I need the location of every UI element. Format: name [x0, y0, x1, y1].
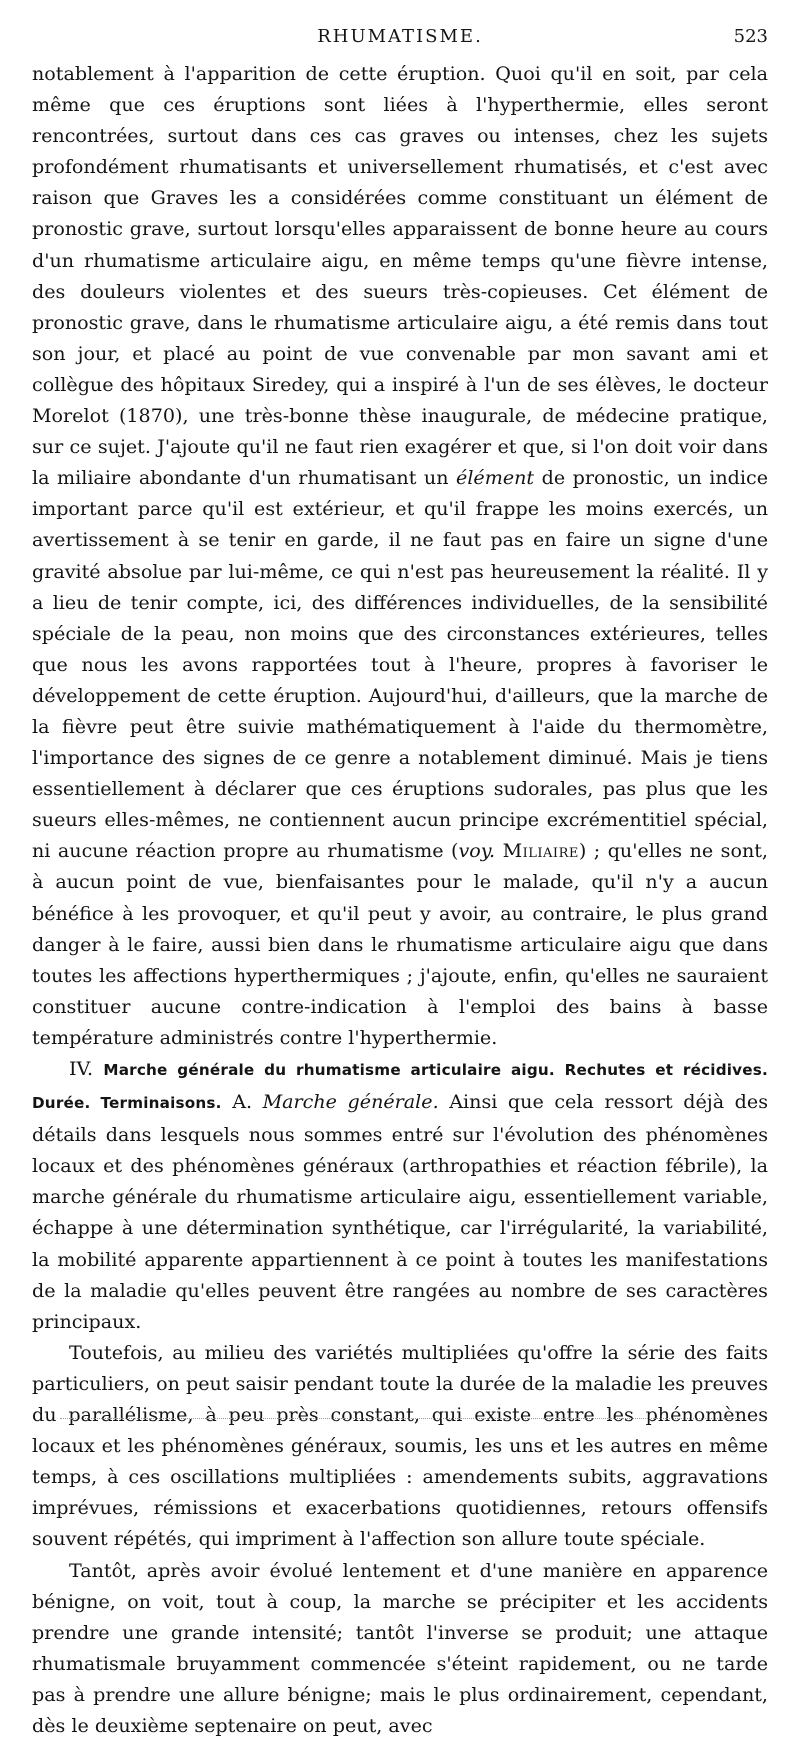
page-number: 523 — [734, 26, 768, 47]
paragraph-tantot: Tantôt, après avoir évolué lentement et d'une manière en apparence bénigne, on voit, tout à coup, la marche se précipiter et les accidents prendre une grande intensité; tantôt l'inverse se produit; une attaque rhumatismale bruyamment commencée s'éteint rapidement, ou ne tarde pas à prendre une allure bénigne; mais le plus ordinairement, cependant, dès le deuxième septenaire on peut, avec — [32, 1555, 768, 1741]
footer-dotted-rule — [60, 1418, 740, 1419]
emphasis-element: élément — [456, 466, 534, 489]
subsection-letter: A. — [232, 1090, 252, 1113]
running-title: RHUMATISME. — [32, 26, 768, 47]
paragraph-continuation — [32, 58, 768, 1053]
section-heading: Marche générale du rhumatisme articulaire aigu. Rechutes et récidives. Durée. Terminaisons. — [32, 1061, 768, 1112]
text-segment: notablement à l'apparition de cette éruption. Quoi qu'il en soit, par cela même que ces éruptions sont liées à l'hyperthermie, elles seront rencontrées, surtout dans ces cas graves ou intenses, chez les sujets profondément rhumatisants et universellement rhumatisés, et c'est avec raison que Graves les a considérées comme constituant un élément de pronostic grave, surtout lorsqu'elles apparaissent de bonne heure au cours d'un rhumatisme articulaire aigu, en même temps qu'une fièvre intense, des douleurs violentes et des sueurs très-copieuses. Cet élément de pronostic grave, dans le rhumatisme articulaire aigu, a été remis dans tout son jour, et placé au point de vue convenable par mon savant ami et collègue des hôpitaux Siredey, qui a inspiré à l'un de ses élèves, le docteur Morelot (1870), une très-bonne thèse inaugurale, de médecine pratique, sur ce sujet. J'ajoute qu'il ne faut rien exagérer et que, si l'on doit voir dans la miliaire abondante d'un rhumatisant un — [32, 62, 768, 489]
paragraph-toutefois: Toutefois, au milieu des variétés multipliées qu'offre la série des faits particuliers, on peut saisir pendant toute la durée de la maladie les preuves du parallélisme, à peu près constant, qui existe entre les phénomènes locaux et les phénomènes généraux, soumis, les uns et les autres en même temps, à ces oscillations multipliées : amendements subits, aggravations imprévues, rémissions et exacerbations quotidiennes, retours offensifs souvent répétés, qui impriment à l'affection son allure toute spéciale. — [32, 1337, 768, 1555]
page-header — [32, 22, 768, 58]
abbrev-voy: voy. — [458, 839, 495, 862]
section-numeral: IV. — [69, 1057, 93, 1080]
text-segment: ) ; qu'elles ne sont, à aucun point de vue, bienfaisantes pour le malade, qu'il n'y a aucun bénéfice à les provoquer, et qu'il peut y avoir, au contraire, le plus grand danger à le faire, aussi bien dans le rhumatisme articulaire aigu que dans toutes les affections hyperthermiques ; j'ajoute, enfin, qu'elles ne sauraient constituer aucune contre-indication à l'emploi des bains à basse température administrés contre l'hyperthermie. — [32, 839, 768, 1049]
text-segment — [495, 839, 503, 862]
section-iv-text: Ainsi que cela ressort déjà des détails dans lesquels nous sommes entré sur l'évolution des phénomènes locaux et des phénomènes généraux (arthropathies et réaction fébrile), la marche générale du rhumatisme articulaire aigu, essentiellement variable, échappe à une détermination synthétique, car l'irrégularité, la variabilité, la mobilité apparente appartiennent à ce point à toutes les manifestations de la maladie qu'elles peuvent être rangées au nombre de ses caractères principaux. — [32, 1090, 768, 1333]
section-iv-paragraph — [32, 1053, 768, 1337]
cross-reference-miliaire: Miliaire — [503, 839, 579, 862]
text-segment: de pronostic, un indice important parce qu'il est extérieur, et qu'il frappe les moins exercés, un avertissement à se tenir en garde, il ne faut pas en faire un signe d'une gravité absolue par lui-même, ce qui n'est pas heureusement la réalité. Il y a lieu de tenir compte, ici, des différences individuelles, de la sensibilité spéciale de la peau, non moins que des circonstances extérieures, telles que nous les avons rapportées tout à l'heure, propres à favoriser le développement de cette éruption. Aujourd'hui, d'ailleurs, que la marche de la fièvre peut être suivie mathématiquement à l'aide du thermomètre, l'importance des signes de ce genre a notablement diminué. Mais je tiens essentiellement à déclarer que ces éruptions sudorales, pas plus que les sueurs elles-mêmes, ne contiennent aucun principe excrémentitiel spécial, ni aucune réaction propre au rhumatisme ( — [32, 466, 768, 862]
book-page — [32, 22, 768, 1741]
subsection-title: Marche générale. — [263, 1090, 439, 1113]
body-text — [32, 58, 768, 1741]
